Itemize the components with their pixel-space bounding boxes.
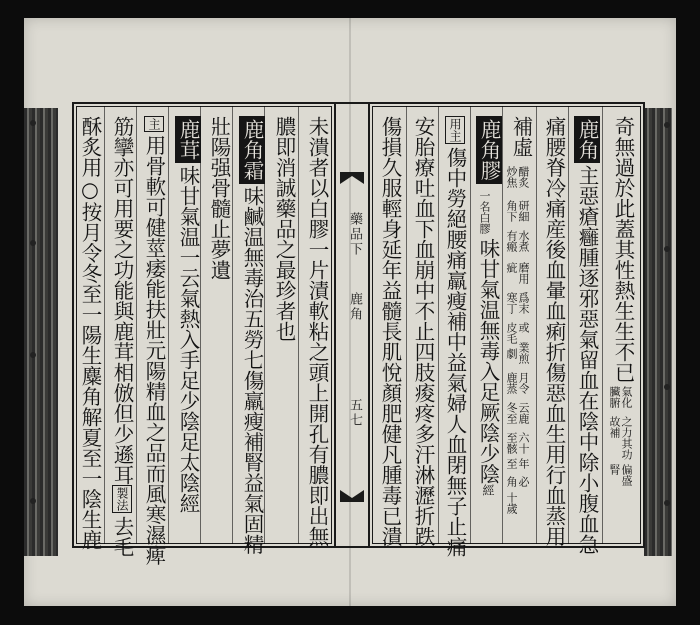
binding-hole [664,122,670,128]
binding-hole [664,246,670,252]
center-column [336,102,368,548]
gloss: 冬至 [505,402,518,424]
gloss: 醋炙 [517,166,530,188]
column-rule [502,106,503,544]
fishtail-top [340,172,364,186]
column-rule [438,106,439,544]
gloss: 炒焦 [505,166,518,188]
gloss: 有瘢 [505,230,518,252]
column-rule [168,106,169,544]
text-column: 用主傷中勞絕腰痛羸瘦補中益氣婦人血閉無子止痛 [443,118,467,557]
binding-hole [30,240,36,246]
column-rule [470,106,471,544]
column-rule [406,106,407,544]
gloss: 疵 [505,262,518,273]
binding-hole [30,498,36,504]
gloss: 角下 [505,200,518,222]
entry-heading: 鹿角 [574,116,600,163]
gloss: 磨用 [517,262,530,284]
text-column: 壯陽强骨髓止夢遺 [207,116,231,280]
gloss: 腎 [608,464,621,475]
center-page-number: 五七 [347,398,362,428]
binding-hole [664,384,670,390]
center-title: 藥品下 [347,212,362,257]
text-column [476,116,502,186]
gloss: 水煮 [517,230,530,252]
gloss: 寒丁 [505,292,518,314]
text-column: 膿即消誠藥品之最珍者也 [272,116,296,342]
gloss: 云鹿 [517,402,530,424]
center-section: 鹿角 [347,292,362,322]
text-column: 奇無過於此蓋其性熱生生不已 [611,116,635,383]
gloss: 劇 [505,348,518,359]
gloss: 氣化 [620,386,633,408]
column-rule [568,106,569,544]
gloss: 必 [517,476,530,487]
gloss: 臟腑 [608,386,621,408]
text-column: 酥炙用○按月令冬至一陽生麋角解夏至一陰生鹿 [78,116,102,550]
gloss: 之力其功 [620,416,633,460]
column-rule [298,106,299,544]
binding-hole [30,352,36,358]
usage-tag: 主 [144,116,164,132]
fishtail-bottom [340,488,364,502]
gloss: 業煎 [517,342,530,364]
column-rule [232,106,233,544]
text-column: 鹿茸味甘氣温一云氣熱入手足少陰足太陰經 [175,116,201,514]
entry-heading: 鹿角霜 [239,116,265,184]
text-column: 主用骨軟可健莖痿能扶壯元陽精血之品而風寒濕痺 [142,118,166,566]
gloss: 研細 [517,200,530,222]
column-rule [536,106,537,544]
method-tag: 製法 [112,485,132,513]
text-column: 傷損久服輕身延年益髓長肌悅顏肥健凡腫毒已潰 [378,116,402,547]
text-column: 補虛 [509,116,533,157]
gloss: 年 [517,458,530,469]
gloss: 至骸 [505,432,518,454]
text-column: 鹿角主惡瘡癰腫逐邪惡氣留血在陰中除小腹血急 [574,116,600,555]
gloss: 月令 [517,372,530,394]
column-rule [602,106,603,544]
gloss: 爲末 [517,292,530,314]
text-column: 味甘氣温無毒入足厥陰少陰經 [476,238,500,496]
gloss: 偏盛 [620,464,633,486]
text-column: 安胎療吐血下血崩中不止四肢痠疼多汗淋瀝折跌 [411,116,435,547]
binding-hole [664,500,670,506]
entry-heading: 鹿角膠 [476,116,502,184]
column-rule [136,106,137,544]
usage-tag: 用主 [445,116,465,144]
column-rule [104,106,105,544]
gloss: 角 [505,476,518,487]
gloss: 六十 [517,432,530,454]
page-edge-right [644,108,672,556]
binding-hole [30,120,36,126]
gloss: 鹿蒸 [505,372,518,394]
gloss: 皮毛 [505,322,518,344]
gloss: 十歲 [505,492,518,514]
text-column: 鹿角霜味鹹温無毒治五勞七傷羸瘦補腎益氣固精 [239,116,265,555]
gloss: 或 [517,322,530,333]
gloss: 一名白膠 [478,190,491,234]
text-column: 筋攣亦可用要之功能與鹿茸相倣但少遜耳製法去毛 [110,116,134,557]
entry-heading: 鹿茸 [175,116,201,163]
gloss: 至 [505,458,518,469]
page-edge-left [24,108,58,556]
gloss: 故補 [608,416,621,438]
text-column: 痛腰脊冷痛産後血暈血痢折傷惡血生用行血蒸用 [542,116,566,547]
text-column: 未潰者以白膠一片漬軟粘之頭上開孔有膿即出無 [305,116,329,547]
